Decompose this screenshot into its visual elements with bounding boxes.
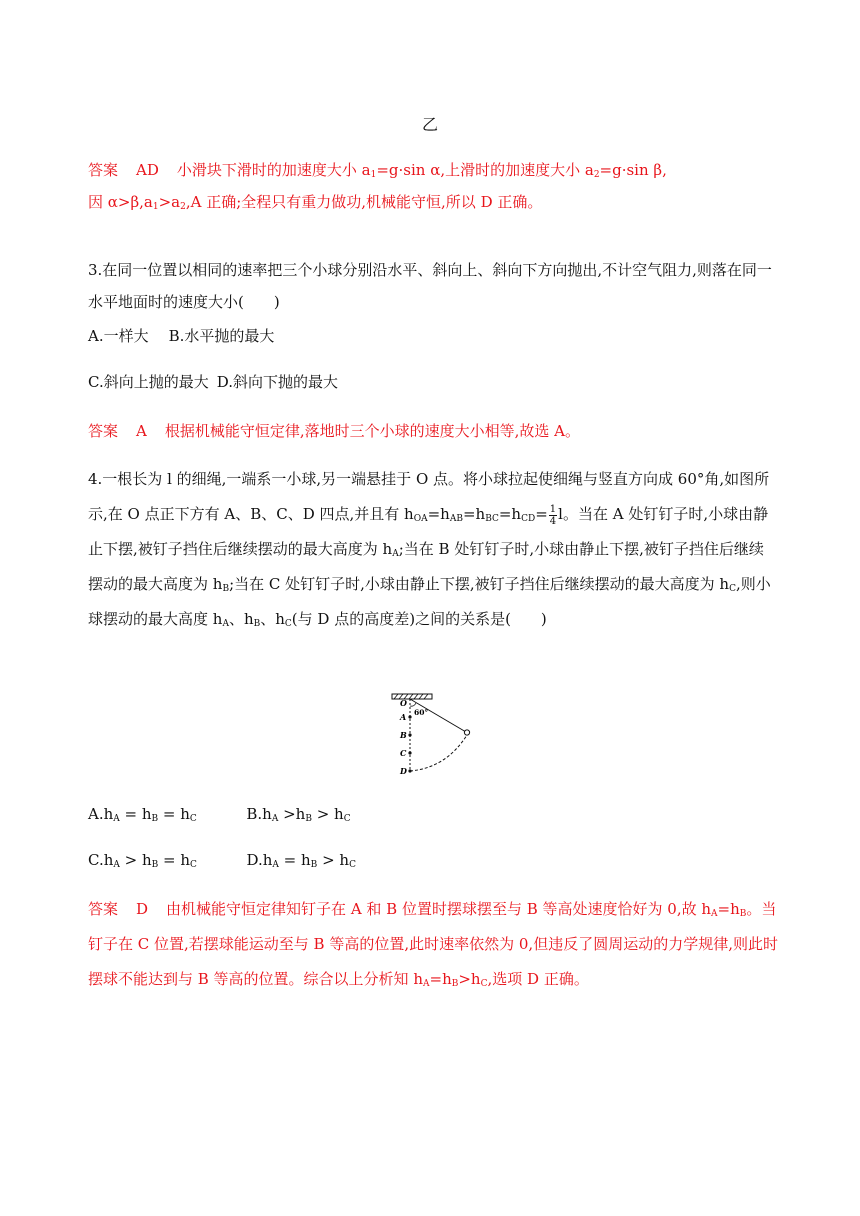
answer-text: =g·sin α,上滑时的加速度大小 a [376,161,594,179]
answer-text: >h [458,970,481,988]
fraction [549,504,557,527]
fraction-denominator: 4 [549,515,557,527]
angle-label: 60° [414,708,429,717]
question-text: l。当在 A 处钉钉子时,小球由静止下摆,被钉子挡住后继续摆动的最大高度为 h [88,505,769,558]
subscript: OA [413,514,428,524]
subscript: B [310,860,318,870]
option-text: > h [317,851,350,869]
subscript: C [349,860,356,870]
option-b [246,802,350,826]
subscript: A [222,619,229,629]
fraction-numerator: 1 [549,503,557,515]
question-text: =h [498,505,522,523]
option-text: = h [119,805,152,823]
subscript: A [711,909,718,919]
option-text: > h [311,805,344,823]
answer-key: D [136,900,149,918]
subscript: C [284,619,292,629]
subscript: C [729,584,736,594]
subscript: B [151,814,159,824]
option-text: B.h [246,805,272,823]
point-a-label: A [400,712,407,722]
option-text: = h [158,805,190,823]
question-text: ;当在 C 处钉钉子时,小球由静止下摆,被钉子挡住后继续摆动的最大高度为 h [229,575,730,593]
question-text: 4.一根长为 l 的细绳,一端系一小球,另一端悬挂于 O 点。将小球拉起使细绳与竖直方向成 60°角,如图所示,在 O 点正下方有 A、B、C、D 四点,并且有 h [88,470,770,523]
subscript: C [480,979,488,989]
answer-text: >a [158,193,181,211]
question-3-options-row-2 [88,370,338,394]
option-c [88,848,197,872]
subscript: B [739,909,747,919]
point-o-label: O [400,698,407,708]
subscript: 1 [370,170,377,180]
option-text: = h [158,851,191,869]
answer-label: 答案 [88,161,119,179]
figure-caption: 乙 [421,115,438,134]
subscript: 1 [152,202,159,212]
subscript: BC [485,514,499,524]
option-text: D.h [246,851,273,869]
question-4-options-row-1 [88,802,351,826]
answer-text: =h [429,970,452,988]
answer-text: ,A 正确;全程只有重力做功,机械能守恒,所以 D 正确。 [185,193,543,211]
subscript: AB [449,514,463,524]
q3-answer [88,415,778,447]
subscript: A [271,814,279,824]
question-text: ,则小球摆动的最大高度 h [88,575,771,628]
question-3-options-row-1 [88,324,274,348]
subscript: B [151,860,159,870]
answer-text: 根据机械能守恒定律,落地时三个小球的速度大小相等,故选 A。 [164,422,580,440]
answer-key: AD [136,161,159,179]
answer-text: 因 α>β,a [88,193,153,211]
option-a: A.一样大 [88,327,149,345]
answer-text: 由机械能守恒定律知钉子在 A 和 B 位置时摆球摆至与 B 等高处速度恰好为 0,故 h [166,900,712,918]
subscript: B [253,619,261,629]
option-d [246,848,355,872]
answer-text: =g·sin β, [599,161,667,179]
q4-answer [88,892,778,997]
pendulum-figure [388,690,488,790]
option-text: C.h [88,851,114,869]
point-c-label: C [400,748,407,758]
answer-text: =h [717,900,740,918]
subscript: C [189,814,197,824]
question-text: =h [427,505,450,523]
point-b-label: B [400,730,407,740]
option-a [88,802,197,826]
option-text: > h [119,851,152,869]
option-d: D.斜向下抛的最大 [216,373,338,391]
subscript: 2 [593,170,600,180]
subscript: C [343,814,351,824]
answer-text: 小滑块下滑时的加速度大小 a [176,161,371,179]
subscript: B [451,979,459,989]
question-4-stem: 4.一根长为 l 的细绳,一端系一小球,另一端悬挂于 O 点。将小球拉起使细绳与竖直方向成 60°角,如图所示,在 O 点正下方有 A、B、C、D 四点,并且有 $h_{OA}=h_{AB}=h_{BC}=h_{CD}=$ $\frac{1}{4}$ l。当在 A 处钉钉子时,小球由静止下摆,被钉子挡住后继续摆动的最大高度为 $h_A$;当在 B 处钉钉子时,小球由静止下摆,被钉子挡住后继续摆动的最大高度为 $h_B$;当在 C 处钉钉子时,小球由静止下摆,被钉子挡住后继续摆动的最大高度为 $h_C$,则小球摆动的最大高度 $h_A$、$h_B$、$h_C$(与 D 点的高度差)之间的关系是( ) [88,470,771,629]
option-text: = h [278,851,311,869]
answer-label: 答案 [88,422,119,440]
answer-text: 。当钉子在 C 位置,若摆球能运动至与 B 等高的位置,此时速率依然为 0,但违反了圆周运动的力学规律,则此时摆球不能达到与 B 等高的位置。综合以上分析知 h [88,900,778,988]
answer-text: ,选项 D 正确。 [487,970,589,988]
question-text: ;当在 B 处钉钉子时,小球由静止下摆,被钉子挡住后继续摆动的最大高度为 h [88,540,764,593]
option-c: C.斜向上抛的最大 [88,373,209,391]
subscript: A [423,979,430,989]
q2-answer [88,154,778,218]
question-3-stem: 3.在同一位置以相同的速率把三个小球分别沿水平、斜向上、斜向下方向抛出,不计空气阻力,则落在同一水平地面时的速度大小( ) [88,261,772,311]
question-4-options-row-2 [88,848,356,872]
option-text: A.h [88,805,114,823]
answer-key: A [136,422,147,440]
subscript: B [222,584,230,594]
answer-label: 答案 [88,900,119,918]
subscript: C [190,860,197,870]
point-d-label: D [400,766,407,776]
subscript: A [272,860,279,870]
subscript: A [113,860,120,870]
subscript: 2 [180,202,186,212]
subscript: A [113,814,120,824]
question-text: (与 D 点的高度差)之间的关系是( ) [291,610,547,628]
option-b: B.水平抛的最大 [168,327,275,345]
question-text: =h [462,505,486,523]
option-text: >h [278,805,306,823]
subscript: B [305,814,312,824]
subscript: CD [521,514,536,524]
subscript: A [392,549,399,559]
